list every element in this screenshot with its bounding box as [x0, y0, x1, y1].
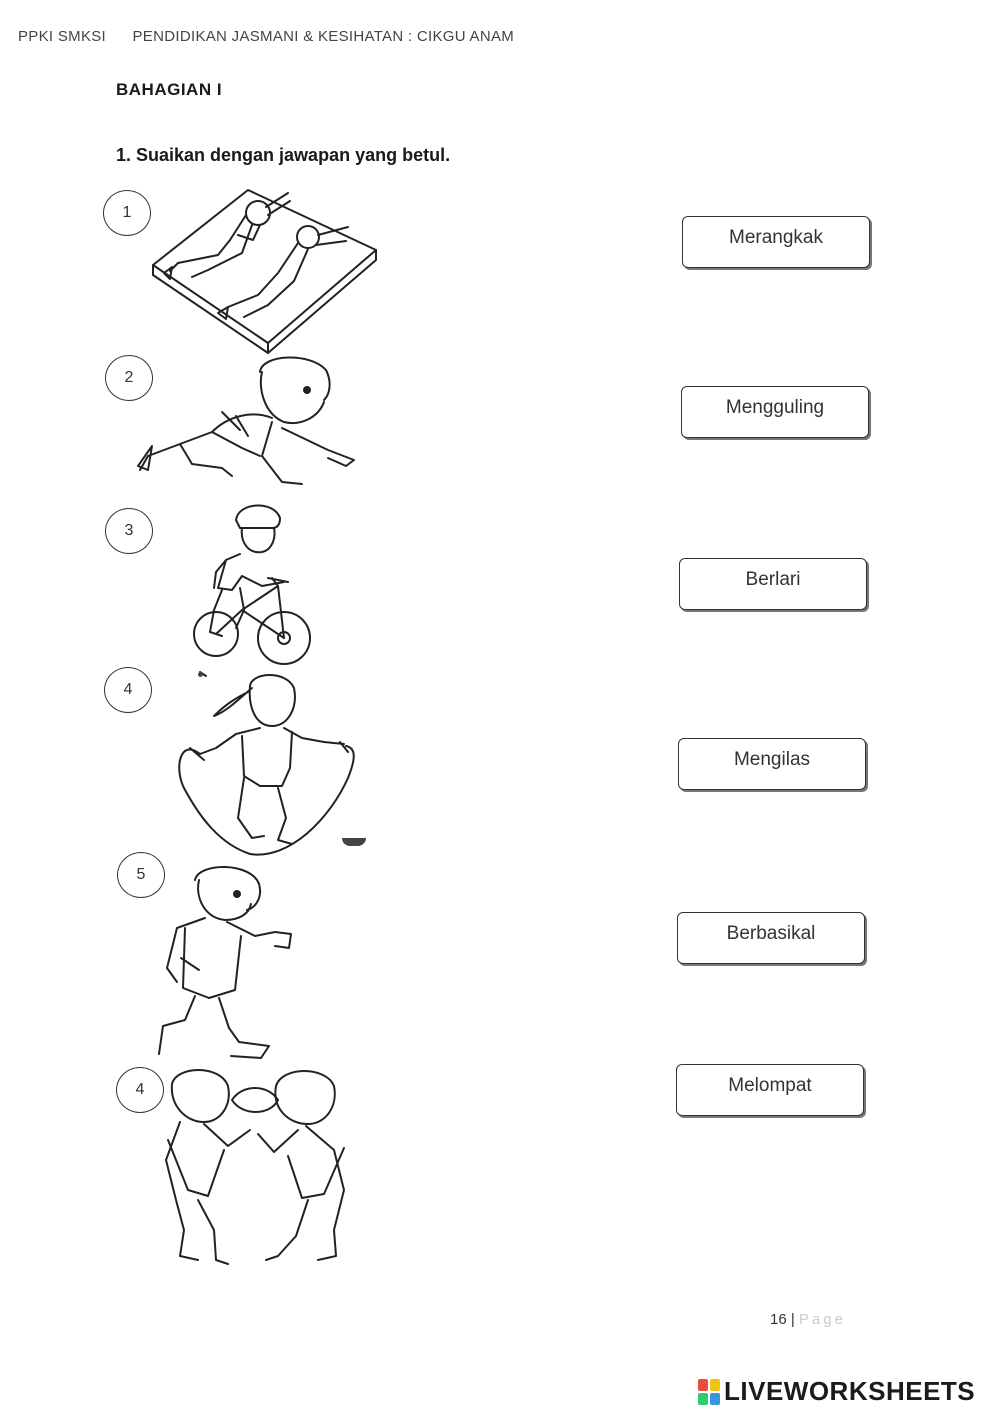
question-instruction: 1. Suaikan dengan jawapan yang betul. — [116, 145, 451, 165]
illustration-crawling — [132, 352, 364, 497]
brand-icon — [698, 1379, 720, 1405]
page-number: 16 | Page — [770, 1311, 846, 1328]
item-number-3: 3 — [105, 508, 153, 554]
item-number-1: 1 — [103, 190, 151, 236]
illustration-skipping — [160, 668, 370, 862]
page-word: Page — [798, 1311, 846, 1328]
illustration-dodging — [158, 1060, 368, 1280]
illustration-running — [155, 858, 305, 1063]
brand-name: LIVEWORKSHEETS — [724, 1376, 976, 1406]
answer-box-merangkak[interactable]: Merangkak — [682, 216, 870, 268]
scan-dot — [198, 672, 203, 677]
page-header — [18, 28, 514, 45]
liveworksheets-logo — [698, 1376, 975, 1407]
illustration-bicycle — [192, 498, 314, 674]
item-number-6: 4 — [116, 1067, 164, 1113]
answer-box-berbasikal[interactable]: Berbasikal — [677, 912, 865, 964]
section-title: BAHAGIAN I — [116, 80, 223, 99]
answer-box-mengilas[interactable]: Mengilas — [678, 738, 866, 790]
school-name: PPKI SMKSI — [18, 28, 107, 45]
answer-box-berlari[interactable]: Berlari — [679, 558, 867, 610]
subject-title: PENDIDIKAN JASMANI & KESIHATAN : CIKGU ANAM — [132, 28, 515, 45]
answer-box-melompat[interactable]: Melompat — [676, 1064, 864, 1116]
item-number-4: 4 — [104, 667, 152, 713]
item-number-2: 2 — [105, 355, 153, 401]
answer-box-mengguling[interactable]: Mengguling — [681, 386, 869, 438]
illustration-rolling — [148, 185, 380, 355]
item-number-5: 5 — [117, 852, 165, 898]
